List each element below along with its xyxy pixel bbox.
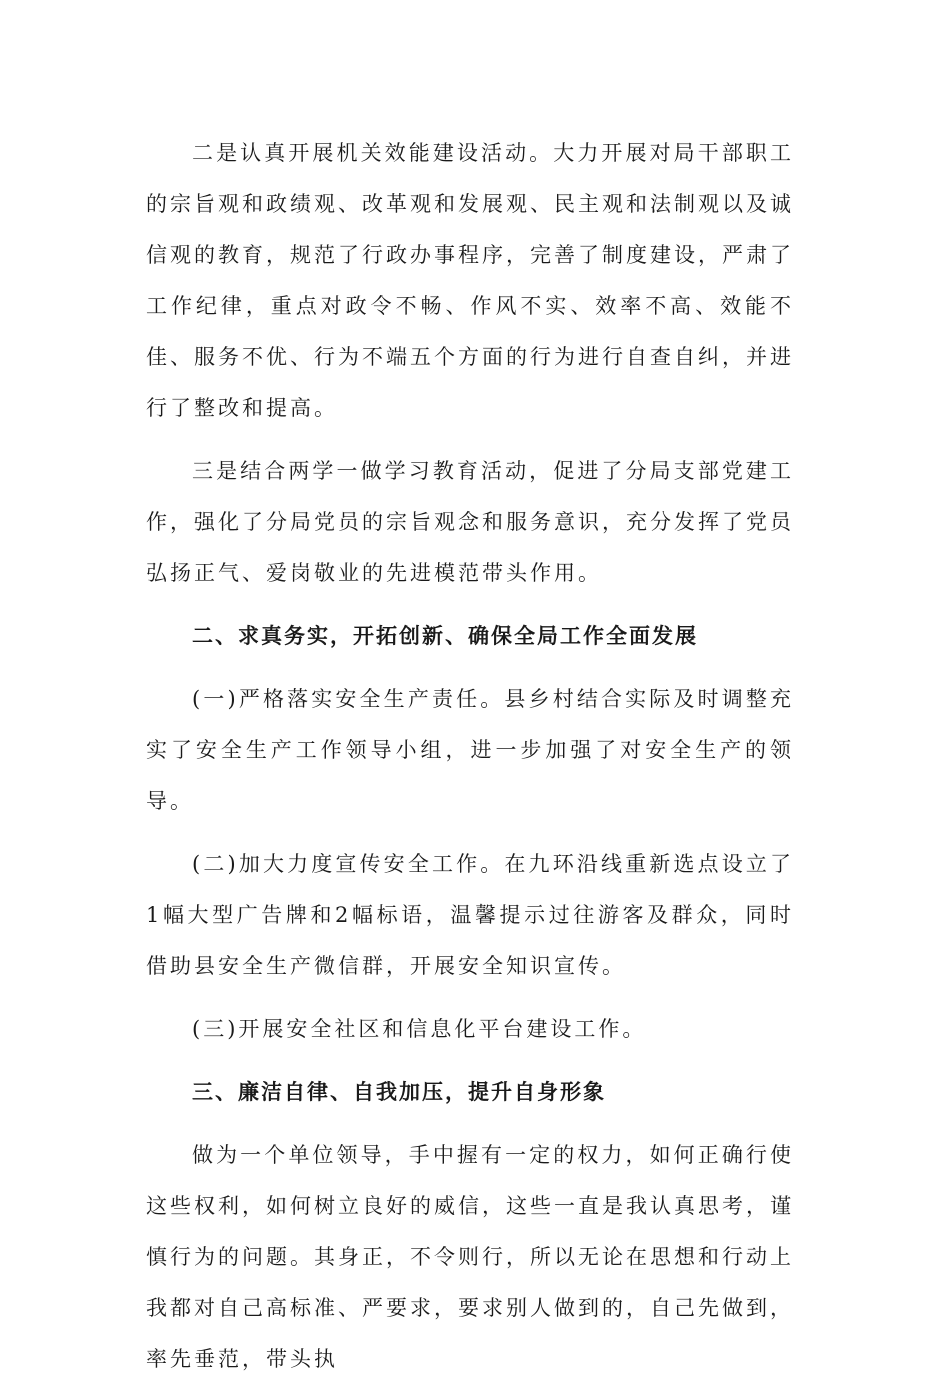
paragraph-safety-publicity: (二)加大力度宣传安全工作。在九环沿线重新选点设立了1幅大型广告牌和2幅标语，温馨提示过往游客及群众，同时借助县安全生产微信群，开展安全知识宣传。 (146, 852, 794, 978)
section-heading-three: 三、廉洁自律、自我加压，提升自身形象 (192, 1080, 606, 1104)
section-heading-two: 二、求真务实，开拓创新、确保全局工作全面发展 (192, 624, 698, 648)
paragraph-safety-responsibility: (一)严格落实安全生产责任。县乡村结合实际及时调整充实了安全生产工作领导小组，进一步加强了对安全生产的领导。 (146, 687, 794, 813)
paragraph-efficiency-building: 二是认真开展机关效能建设活动。大力开展对局干部职工的宗旨观和政绩观、改革观和发展观、民主观和法制观以及诚信观的教育，规范了行政办事程序，完善了制度建设，严肃了工作纪律，重点对政令不畅、作风不实、效率不高、效能不佳、服务不优、行为不端五个方面的行为进行自查自纠，并进行了整改和提高。 (146, 141, 794, 420)
paragraph-party-building: 三是结合两学一做学习教育活动，促进了分局支部党建工作，强化了分局党员的宗旨观念和服务意识，充分发挥了党员弘扬正气、爱岗敬业的先进模范带头作用。 (146, 459, 794, 585)
paragraph-self-discipline: 做为一个单位领导，手中握有一定的权力，如何正确行使这些权利，如何树立良好的威信，这些一直是我认真思考，谨慎行为的问题。其身正，不令则行，所以无论在思想和行动上我都对自己高标准、严要求，要求别人做到的，自己先做到，率先垂范，带头执 (146, 1143, 794, 1371)
paragraph-community-platform: (三)开展安全社区和信息化平台建设工作。 (192, 1017, 647, 1041)
document-page (146, 128, 794, 1397)
